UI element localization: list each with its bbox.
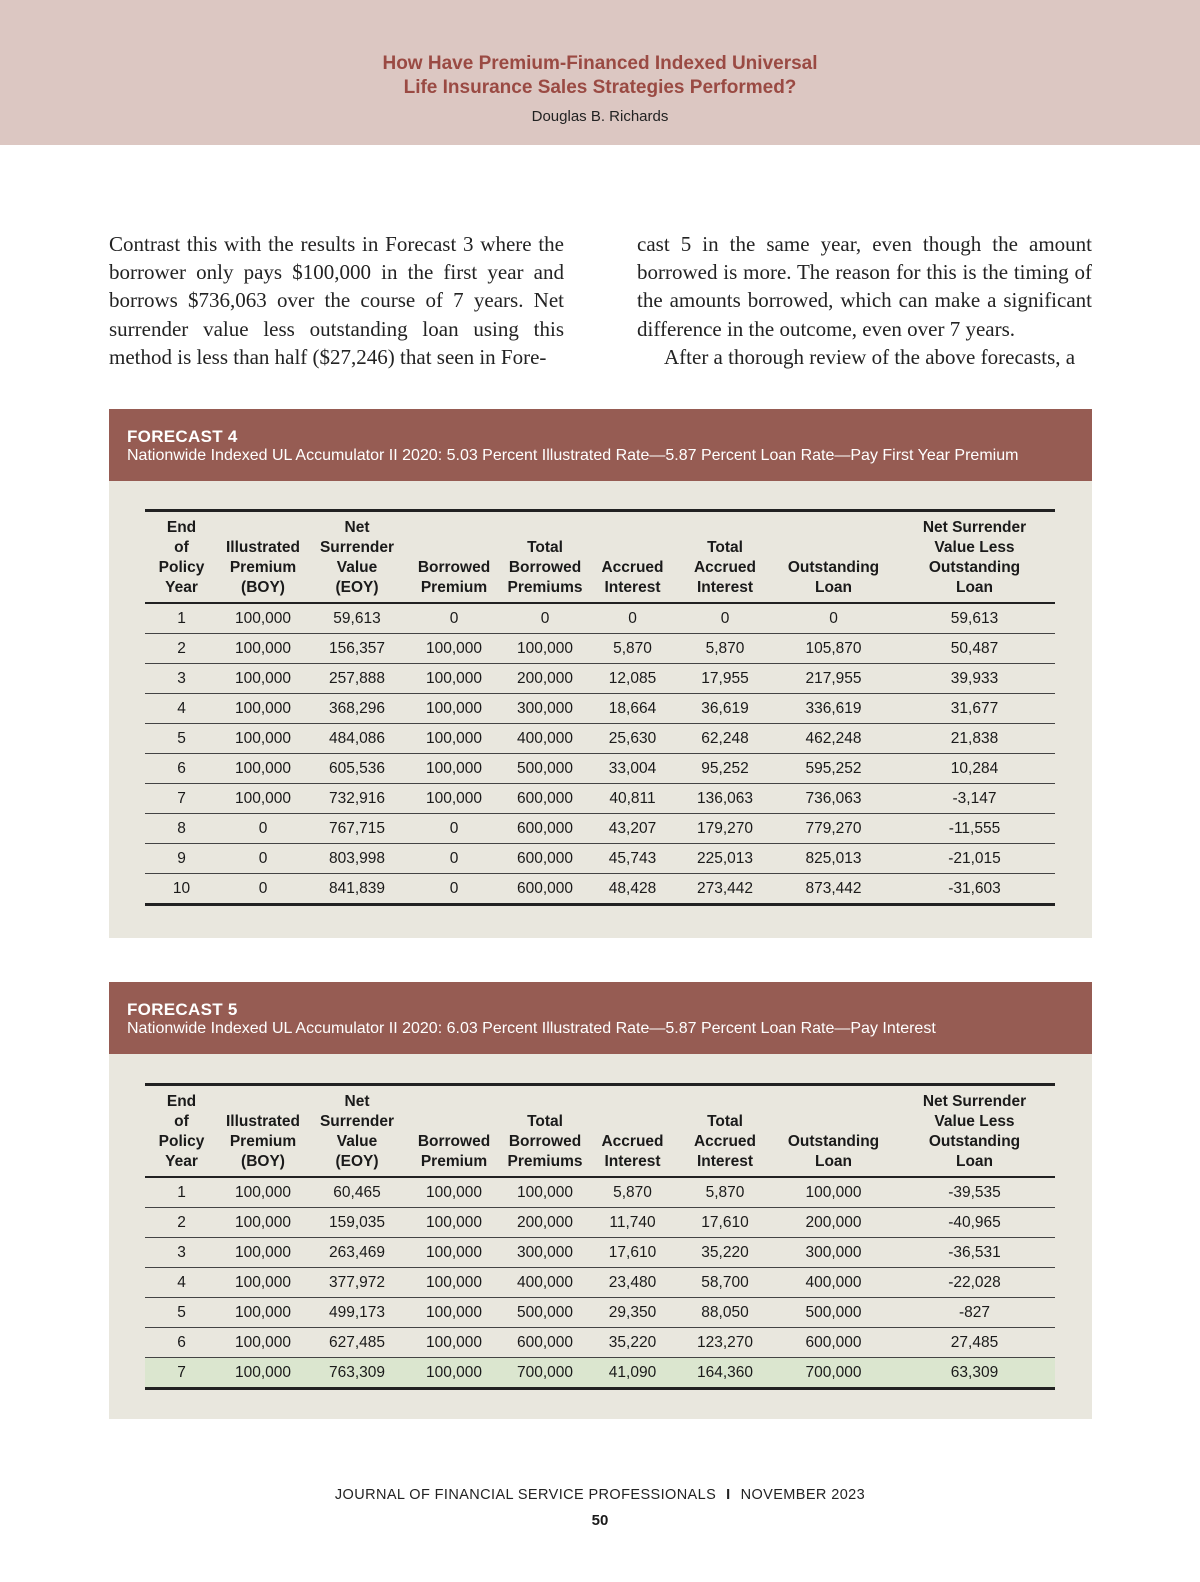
column-header-line: Value bbox=[336, 559, 378, 576]
paragraph: Contrast this with the results in Forecast 3 where the borrower only pays $100,000 in the first year and borrows $736,063 over the course of 7 years. Net surrender value less outstanding loan using this method is less than half ($27,246) that seen in Fore- bbox=[109, 232, 564, 369]
column-header-line: Value Less bbox=[934, 539, 1015, 556]
table-cell: 100,000 bbox=[406, 1238, 502, 1268]
table-cell: 59,613 bbox=[308, 603, 406, 634]
table-cell: 18,664 bbox=[588, 694, 677, 724]
table-cell: 100,000 bbox=[218, 694, 308, 724]
table-cell: -11,555 bbox=[894, 814, 1055, 844]
table-cell: 600,000 bbox=[502, 874, 588, 905]
table-cell: 841,839 bbox=[308, 874, 406, 905]
body-text bbox=[109, 230, 1092, 380]
forecast-4-table bbox=[145, 509, 1055, 906]
forecast-4-panel bbox=[109, 409, 1092, 938]
column-header bbox=[773, 511, 894, 604]
table-cell: 500,000 bbox=[502, 1298, 588, 1328]
table-cell: 400,000 bbox=[502, 1268, 588, 1298]
column-header bbox=[308, 1085, 406, 1178]
table-cell: 3 bbox=[145, 664, 218, 694]
table-cell: 0 bbox=[218, 844, 308, 874]
table-cell: 8 bbox=[145, 814, 218, 844]
table-row bbox=[145, 1238, 1055, 1268]
table-cell: 225,013 bbox=[677, 844, 773, 874]
table-cell: 500,000 bbox=[773, 1298, 894, 1328]
column-header-line: Value bbox=[336, 1133, 378, 1150]
column-header bbox=[894, 1085, 1055, 1178]
table-row bbox=[145, 814, 1055, 844]
table-cell: 17,610 bbox=[588, 1238, 677, 1268]
table-cell: 0 bbox=[406, 603, 502, 634]
table-row bbox=[145, 1177, 1055, 1208]
table-cell: 62,248 bbox=[677, 724, 773, 754]
table-cell: -36,531 bbox=[894, 1238, 1055, 1268]
column-header-line: Interest bbox=[697, 1153, 753, 1170]
table-cell: 300,000 bbox=[502, 694, 588, 724]
column-header-line: Outstanding bbox=[928, 559, 1021, 576]
table-cell: 12,085 bbox=[588, 664, 677, 694]
table-cell: 7 bbox=[145, 1358, 218, 1389]
table-cell: 100,000 bbox=[218, 1268, 308, 1298]
table-cell: 39,933 bbox=[894, 664, 1055, 694]
table-cell: 5 bbox=[145, 1298, 218, 1328]
body-column-right bbox=[637, 230, 1092, 371]
table-cell: 100,000 bbox=[218, 1358, 308, 1389]
table-cell: 100,000 bbox=[406, 664, 502, 694]
table-cell: 164,360 bbox=[677, 1358, 773, 1389]
column-header bbox=[588, 1085, 677, 1178]
table-cell: 3 bbox=[145, 1238, 218, 1268]
column-header bbox=[502, 1085, 588, 1178]
table-cell: 300,000 bbox=[502, 1238, 588, 1268]
table-cell: 100,000 bbox=[502, 634, 588, 664]
table-cell: 600,000 bbox=[773, 1328, 894, 1358]
table-cell: 100,000 bbox=[218, 603, 308, 634]
column-header-line: Total bbox=[707, 1113, 743, 1130]
column-header-line: Premium bbox=[420, 579, 488, 596]
table-cell: 25,630 bbox=[588, 724, 677, 754]
table-cell: 0 bbox=[406, 844, 502, 874]
column-header-line: Borrowed bbox=[508, 559, 582, 576]
column-header bbox=[502, 511, 588, 604]
table-cell: 0 bbox=[218, 814, 308, 844]
table-cell: 0 bbox=[677, 603, 773, 634]
column-header-line: Accrued bbox=[693, 1133, 757, 1150]
table-cell: 179,270 bbox=[677, 814, 773, 844]
column-header-line: Value Less bbox=[934, 1113, 1015, 1130]
body-column-left bbox=[109, 230, 564, 371]
table-cell: 10 bbox=[145, 874, 218, 905]
column-header-line: Interest bbox=[697, 579, 753, 596]
table-cell: 400,000 bbox=[773, 1268, 894, 1298]
table-cell: 700,000 bbox=[502, 1358, 588, 1389]
table-row bbox=[145, 784, 1055, 814]
journal-name: JOURNAL OF FINANCIAL SERVICE PROFESSIONALS bbox=[334, 1487, 717, 1503]
table-cell: -39,535 bbox=[894, 1177, 1055, 1208]
table-cell: 5,870 bbox=[677, 634, 773, 664]
table-cell: 2 bbox=[145, 1208, 218, 1238]
column-header-line: Accrued bbox=[693, 559, 757, 576]
column-header-line: Net bbox=[344, 1093, 370, 1110]
table-cell: 300,000 bbox=[773, 1238, 894, 1268]
table-cell: 763,309 bbox=[308, 1358, 406, 1389]
table-cell: 100,000 bbox=[218, 1208, 308, 1238]
table-cell: -21,015 bbox=[894, 844, 1055, 874]
page-header bbox=[0, 0, 1200, 145]
column-header-line: Premium bbox=[229, 1133, 297, 1150]
table-cell: -22,028 bbox=[894, 1268, 1055, 1298]
table-cell: 600,000 bbox=[502, 784, 588, 814]
article-title-line-2: Life Insurance Sales Strategies Performed? bbox=[403, 77, 797, 98]
table-cell: 5 bbox=[145, 724, 218, 754]
table-cell: 0 bbox=[588, 603, 677, 634]
table-cell: 500,000 bbox=[502, 754, 588, 784]
table-cell: 100,000 bbox=[218, 724, 308, 754]
table-cell: 35,220 bbox=[588, 1328, 677, 1358]
table-row bbox=[145, 754, 1055, 784]
table-cell: 100,000 bbox=[406, 1268, 502, 1298]
table-cell: 1 bbox=[145, 603, 218, 634]
table-header-row bbox=[145, 1085, 1055, 1178]
column-header-line: (EOY) bbox=[335, 579, 379, 596]
column-header bbox=[677, 511, 773, 604]
table-cell: 36,619 bbox=[677, 694, 773, 724]
table-cell: 100,000 bbox=[406, 1208, 502, 1238]
paragraph: After a thorough review of the above forecasts, a bbox=[664, 344, 1076, 369]
table-cell: 400,000 bbox=[502, 724, 588, 754]
table-cell: 100,000 bbox=[218, 754, 308, 784]
table-row bbox=[145, 874, 1055, 905]
column-header-line: Borrowed bbox=[417, 559, 491, 576]
column-header bbox=[406, 511, 502, 604]
table-cell: 33,004 bbox=[588, 754, 677, 784]
table-cell: 7 bbox=[145, 784, 218, 814]
table-cell: 0 bbox=[406, 874, 502, 905]
column-header bbox=[773, 1085, 894, 1178]
table-cell: 873,442 bbox=[773, 874, 894, 905]
table-cell: 58,700 bbox=[677, 1268, 773, 1298]
column-header-line: Premium bbox=[420, 1153, 488, 1170]
table-row bbox=[145, 634, 1055, 664]
table-row bbox=[145, 1358, 1055, 1389]
table-cell: 462,248 bbox=[773, 724, 894, 754]
table-cell: 100,000 bbox=[218, 664, 308, 694]
table-cell: 100,000 bbox=[406, 634, 502, 664]
table-cell: 100,000 bbox=[406, 754, 502, 784]
forecast-5-header bbox=[109, 982, 1092, 1054]
column-header-line: Net bbox=[344, 519, 370, 536]
table-cell: 27,485 bbox=[894, 1328, 1055, 1358]
table-cell: 499,173 bbox=[308, 1298, 406, 1328]
table-cell: 263,469 bbox=[308, 1238, 406, 1268]
column-header-line: Loan bbox=[955, 579, 994, 596]
table-cell: 100,000 bbox=[218, 1328, 308, 1358]
column-header-line: Year bbox=[165, 579, 198, 596]
table-cell: 627,485 bbox=[308, 1328, 406, 1358]
table-row bbox=[145, 1298, 1055, 1328]
column-header-line: Loan bbox=[955, 1153, 994, 1170]
column-header bbox=[218, 511, 308, 604]
column-header bbox=[145, 511, 218, 604]
table-cell: 200,000 bbox=[502, 664, 588, 694]
column-header-line: Total bbox=[527, 1113, 563, 1130]
table-cell: 136,063 bbox=[677, 784, 773, 814]
column-header-line: Accrued bbox=[601, 1133, 664, 1150]
table-cell: 40,811 bbox=[588, 784, 677, 814]
table-cell: 59,613 bbox=[894, 603, 1055, 634]
table-cell: -31,603 bbox=[894, 874, 1055, 905]
column-header-line: Outstanding bbox=[928, 1133, 1021, 1150]
column-header-line: Accrued bbox=[601, 559, 664, 576]
table-cell: 217,955 bbox=[773, 664, 894, 694]
table-cell: 377,972 bbox=[308, 1268, 406, 1298]
table-cell: 5,870 bbox=[677, 1177, 773, 1208]
column-header-line: Total bbox=[707, 539, 743, 556]
table-cell: -3,147 bbox=[894, 784, 1055, 814]
table-cell: 779,270 bbox=[773, 814, 894, 844]
table-cell: 0 bbox=[218, 874, 308, 905]
table-cell: 48,428 bbox=[588, 874, 677, 905]
table-cell: 6 bbox=[145, 1328, 218, 1358]
column-header-line: End bbox=[166, 519, 197, 536]
table-cell: 5,870 bbox=[588, 1177, 677, 1208]
table-cell: 100,000 bbox=[773, 1177, 894, 1208]
table-cell: 17,610 bbox=[677, 1208, 773, 1238]
column-header-line: Policy bbox=[158, 1133, 205, 1150]
column-header-line: Year bbox=[165, 1153, 198, 1170]
table-cell: 105,870 bbox=[773, 634, 894, 664]
table-cell: 100,000 bbox=[406, 694, 502, 724]
column-header-line: Total bbox=[527, 539, 563, 556]
table-cell: 273,442 bbox=[677, 874, 773, 905]
table-cell: 100,000 bbox=[502, 1177, 588, 1208]
issue-date: NOVEMBER 2023 bbox=[740, 1487, 866, 1503]
table-cell: 6 bbox=[145, 754, 218, 784]
column-header-line: of bbox=[174, 539, 189, 556]
column-header-line: Net Surrender bbox=[922, 519, 1027, 536]
table-cell: 17,955 bbox=[677, 664, 773, 694]
table-cell: 159,035 bbox=[308, 1208, 406, 1238]
table-cell: 63,309 bbox=[894, 1358, 1055, 1389]
table-cell: 0 bbox=[406, 814, 502, 844]
table-cell: 600,000 bbox=[502, 1328, 588, 1358]
table-cell: 50,487 bbox=[894, 634, 1055, 664]
column-header-line: Premium bbox=[229, 559, 297, 576]
table-cell: 100,000 bbox=[218, 1238, 308, 1268]
column-header-line: Policy bbox=[158, 559, 205, 576]
article-title bbox=[0, 52, 1200, 100]
table-row bbox=[145, 1328, 1055, 1358]
column-header-line: Interest bbox=[604, 1153, 661, 1170]
table-row bbox=[145, 1208, 1055, 1238]
table-cell: 2 bbox=[145, 634, 218, 664]
table-cell: 100,000 bbox=[218, 1177, 308, 1208]
forecast-4-header bbox=[109, 409, 1092, 481]
table-cell: 257,888 bbox=[308, 664, 406, 694]
column-header-line: Borrowed bbox=[508, 1133, 582, 1150]
forecast-5-label: FORECAST 5 bbox=[127, 1000, 238, 1019]
column-header-line: Outstanding bbox=[787, 559, 880, 576]
column-header-line: Premiums bbox=[507, 1153, 583, 1170]
table-cell: 484,086 bbox=[308, 724, 406, 754]
table-cell: 803,998 bbox=[308, 844, 406, 874]
column-header-line: Illustrated bbox=[225, 539, 301, 556]
column-header-line: Premiums bbox=[507, 579, 583, 596]
table-cell: 45,743 bbox=[588, 844, 677, 874]
table-cell: 29,350 bbox=[588, 1298, 677, 1328]
table-cell: 700,000 bbox=[773, 1358, 894, 1389]
table-cell: 767,715 bbox=[308, 814, 406, 844]
forecast-5-table bbox=[145, 1083, 1055, 1390]
table-cell: 368,296 bbox=[308, 694, 406, 724]
footer-separator: I bbox=[726, 1487, 731, 1503]
table-cell: 736,063 bbox=[773, 784, 894, 814]
table-cell: 11,740 bbox=[588, 1208, 677, 1238]
table-cell: -40,965 bbox=[894, 1208, 1055, 1238]
column-header-line: (BOY) bbox=[241, 1153, 285, 1170]
page-footer bbox=[0, 1487, 1200, 1503]
table-row bbox=[145, 844, 1055, 874]
article-author: Douglas B. Richards bbox=[531, 108, 669, 125]
article-title-line-1: How Have Premium-Financed Indexed Universal bbox=[382, 53, 818, 74]
forecast-5-subtitle: Nationwide Indexed UL Accumulator II 2020: 6.03 Percent Illustrated Rate—5.87 Percent Loan Rate—Pay Interest bbox=[127, 1020, 936, 1037]
table-cell: 43,207 bbox=[588, 814, 677, 844]
column-header bbox=[218, 1085, 308, 1178]
table-cell: 100,000 bbox=[406, 1298, 502, 1328]
table-cell: 9 bbox=[145, 844, 218, 874]
table-cell: 200,000 bbox=[773, 1208, 894, 1238]
column-header-line: of bbox=[174, 1113, 189, 1130]
table-cell: 23,480 bbox=[588, 1268, 677, 1298]
table-cell: 100,000 bbox=[406, 784, 502, 814]
forecast-4-label: FORECAST 4 bbox=[127, 427, 238, 446]
table-cell: 4 bbox=[145, 1268, 218, 1298]
table-cell: 31,677 bbox=[894, 694, 1055, 724]
table-cell: 41,090 bbox=[588, 1358, 677, 1389]
table-cell: 0 bbox=[773, 603, 894, 634]
table-row bbox=[145, 694, 1055, 724]
column-header-line: Surrender bbox=[319, 1113, 395, 1130]
table-cell: 825,013 bbox=[773, 844, 894, 874]
table-cell: 100,000 bbox=[218, 1298, 308, 1328]
column-header-line: (EOY) bbox=[335, 1153, 379, 1170]
forecast-4-subtitle: Nationwide Indexed UL Accumulator II 2020: 5.03 Percent Illustrated Rate—5.87 Percent Loan Rate—Pay First Year Premium bbox=[127, 447, 1019, 464]
column-header bbox=[894, 511, 1055, 604]
column-header bbox=[588, 511, 677, 604]
table-cell: 100,000 bbox=[406, 1328, 502, 1358]
table-cell: 156,357 bbox=[308, 634, 406, 664]
column-header-line: Borrowed bbox=[417, 1133, 491, 1150]
table-cell: 5,870 bbox=[588, 634, 677, 664]
table-cell: 605,536 bbox=[308, 754, 406, 784]
table-cell: 100,000 bbox=[406, 1177, 502, 1208]
column-header-line: Outstanding bbox=[787, 1133, 880, 1150]
table-cell: 100,000 bbox=[406, 724, 502, 754]
table-row bbox=[145, 724, 1055, 754]
paragraph: cast 5 in the same year, even though the amount borrowed is more. The reason for this is the timing of the amounts borrowed, which can make a significant difference in the outcome, even over 7 years. bbox=[637, 232, 1092, 341]
table-cell: 100,000 bbox=[218, 784, 308, 814]
column-header-line: Loan bbox=[814, 579, 853, 596]
table-cell: -827 bbox=[894, 1298, 1055, 1328]
table-row bbox=[145, 603, 1055, 634]
table-cell: 595,252 bbox=[773, 754, 894, 784]
table-cell: 100,000 bbox=[406, 1358, 502, 1389]
table-cell: 600,000 bbox=[502, 814, 588, 844]
forecast-5-panel bbox=[109, 982, 1092, 1419]
column-header bbox=[677, 1085, 773, 1178]
column-header bbox=[145, 1085, 218, 1178]
table-cell: 10,284 bbox=[894, 754, 1055, 784]
page-number: 50 bbox=[591, 1512, 609, 1529]
table-cell: 95,252 bbox=[677, 754, 773, 784]
column-header-line: End bbox=[166, 1093, 197, 1110]
table-cell: 21,838 bbox=[894, 724, 1055, 754]
table-cell: 4 bbox=[145, 694, 218, 724]
column-header-line: (BOY) bbox=[241, 579, 285, 596]
table-cell: 100,000 bbox=[218, 634, 308, 664]
column-header-line: Surrender bbox=[319, 539, 395, 556]
table-cell: 123,270 bbox=[677, 1328, 773, 1358]
table-cell: 35,220 bbox=[677, 1238, 773, 1268]
table-cell: 1 bbox=[145, 1177, 218, 1208]
column-header bbox=[308, 511, 406, 604]
table-cell: 88,050 bbox=[677, 1298, 773, 1328]
table-row bbox=[145, 1268, 1055, 1298]
column-header-line: Loan bbox=[814, 1153, 853, 1170]
column-header-line: Net Surrender bbox=[922, 1093, 1027, 1110]
table-cell: 600,000 bbox=[502, 844, 588, 874]
column-header bbox=[406, 1085, 502, 1178]
column-header-line: Illustrated bbox=[225, 1113, 301, 1130]
table-cell: 732,916 bbox=[308, 784, 406, 814]
table-cell: 336,619 bbox=[773, 694, 894, 724]
column-header-line: Interest bbox=[604, 579, 661, 596]
table-row bbox=[145, 664, 1055, 694]
table-cell: 0 bbox=[502, 603, 588, 634]
table-cell: 60,465 bbox=[308, 1177, 406, 1208]
table-header-row bbox=[145, 511, 1055, 604]
table-cell: 200,000 bbox=[502, 1208, 588, 1238]
